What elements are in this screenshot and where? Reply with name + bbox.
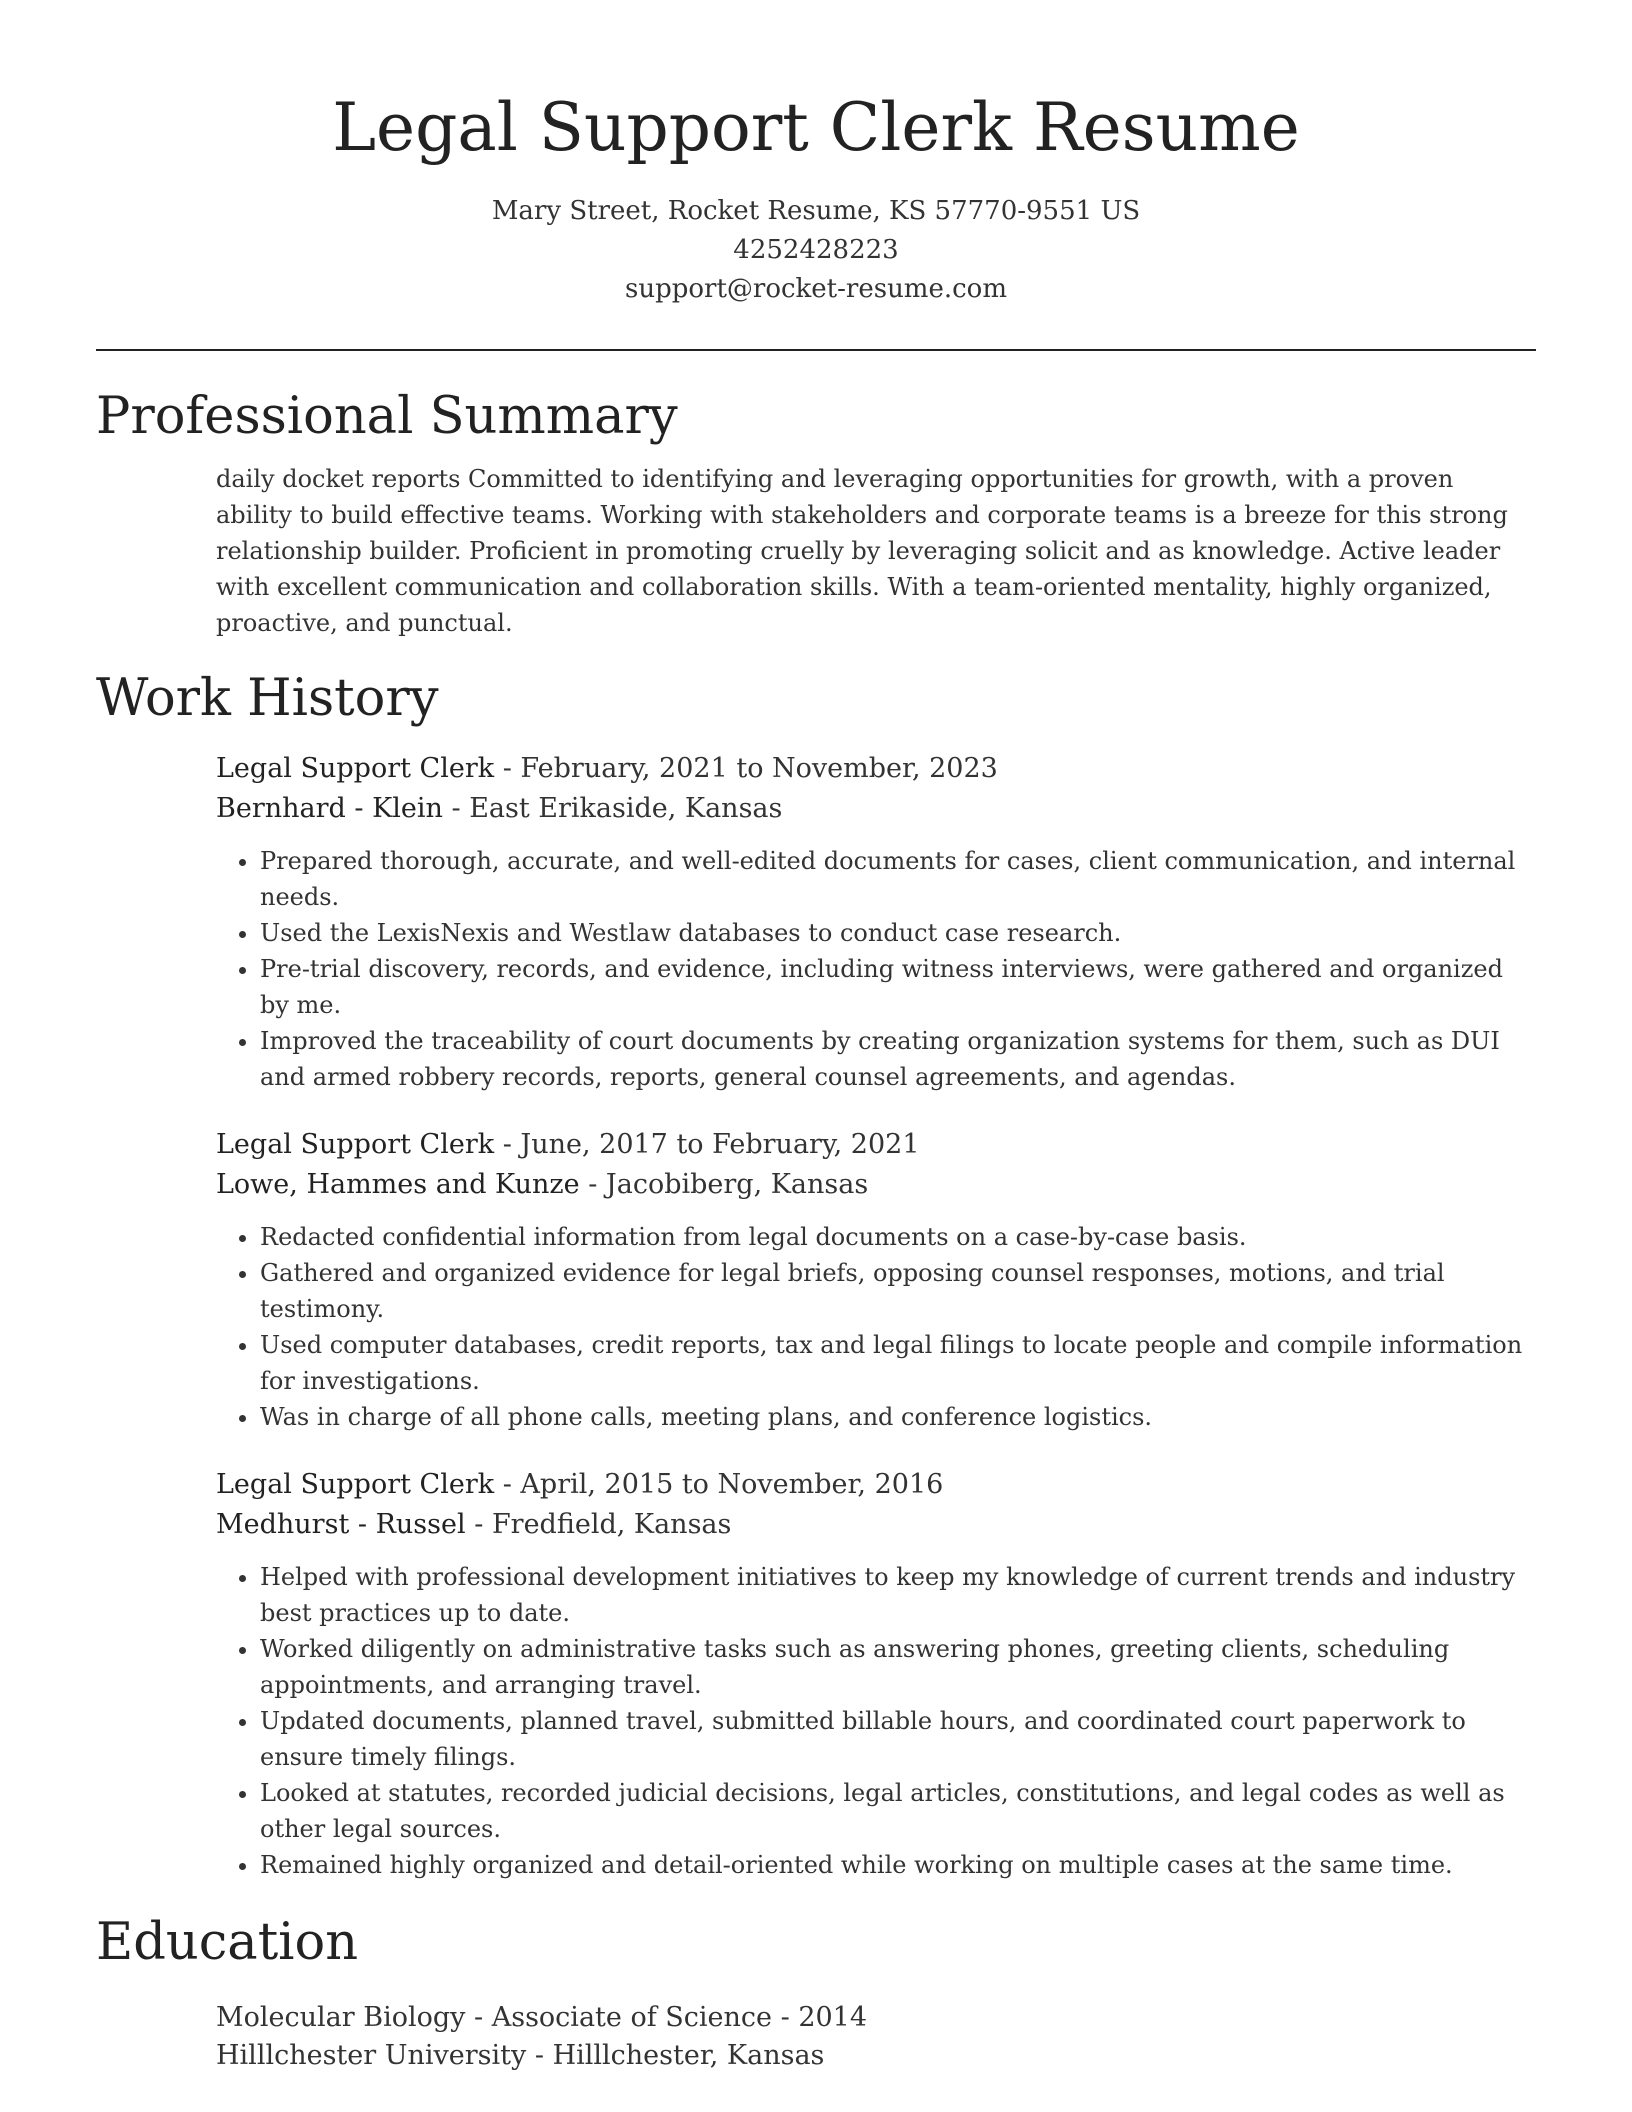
summary-heading: Professional Summary xyxy=(96,387,678,446)
job-bullet: • Improved the traceability of court documents by creating organization systems for them, such as DUI and armed robbery records, reports, general counsel agreements, and agendas. xyxy=(260,1023,1536,1095)
job-bullets xyxy=(216,1219,1536,1435)
job-title: Legal Support Clerk xyxy=(216,753,495,784)
job-dates: June, 2017 to February, 2021 xyxy=(520,1129,920,1160)
job-company-line: Medhurst - Russel - Fredfield, Kansas xyxy=(216,1509,732,1540)
job-location: Jacobiberg, Kansas xyxy=(605,1169,869,1200)
work-history-section xyxy=(96,667,1536,1883)
job-bullet: • Used the LexisNexis and Westlaw databases to conduct case research. xyxy=(260,915,1536,951)
job-company: Medhurst - Russel xyxy=(216,1509,466,1540)
job-location: Fredfield, Kansas xyxy=(491,1509,732,1540)
job-title-line: Legal Support Clerk - June, 2017 to February, 2021 xyxy=(216,1129,920,1160)
job-bullet: • Gathered and organized evidence for legal briefs, opposing counsel responses, motions, and trial testimony. xyxy=(260,1255,1536,1327)
job-bullet: • Remained highly organized and detail-oriented while working on multiple cases at the same time. xyxy=(260,1847,1536,1883)
job-title-line: Legal Support Clerk - April, 2015 to November, 2016 xyxy=(216,1469,944,1500)
contact-email: support@rocket-resume.com xyxy=(624,274,1007,304)
job-dates: February, 2021 to November, 2023 xyxy=(520,753,998,784)
job-title-line: Legal Support Clerk - February, 2021 to November, 2023 xyxy=(216,753,998,784)
education-school: Hilllchester University xyxy=(216,2040,527,2071)
education-degree: Associate of Science xyxy=(491,2002,773,2033)
job-bullets xyxy=(216,843,1536,1095)
summary-section xyxy=(96,385,1536,641)
job-bullet: • Prepared thorough, accurate, and well-edited documents for cases, client communication, and internal needs. xyxy=(260,843,1536,915)
job-entry xyxy=(216,1125,1536,1435)
job-title: Legal Support Clerk xyxy=(216,1469,495,1500)
resume-header xyxy=(96,0,1536,309)
contact-phone: 4252428223 xyxy=(733,235,899,265)
job-location: East Erikaside, Kansas xyxy=(469,793,783,824)
job-entry xyxy=(216,1465,1536,1883)
education-school-line: Hilllchester University - Hilllchester, Kansas xyxy=(216,2040,825,2071)
job-company: Bernhard - Klein xyxy=(216,793,443,824)
education-entry xyxy=(216,1999,1536,2075)
job-bullet: • Looked at statutes, recorded judicial decisions, legal articles, constitutions, and legal codes as well as other legal sources. xyxy=(260,1775,1536,1847)
job-bullet: • Redacted confidential information from legal documents on a case-by-case basis. xyxy=(260,1219,1536,1255)
job-entry xyxy=(216,749,1536,1095)
contact-address: Mary Street, Rocket Resume, KS 57770-9551 US xyxy=(491,196,1141,226)
summary-text: daily docket reports Committed to identifying and leveraging opportunities for growth, with a proven ability to build effective teams. Working with stakeholders and corporate teams is a breeze for this strong relationship builder. Proficient in promoting cruelly by leveraging solicit and as knowledge. Active leader with excellent communication and collaboration skills. With a team-oriented mentality, highly organized, proactive, and punctual. xyxy=(216,465,1508,637)
job-bullet: • Pre-trial discovery, records, and evidence, including witness interviews, were gathered and organized by me. xyxy=(260,951,1536,1023)
job-title: Legal Support Clerk xyxy=(216,1129,495,1160)
job-bullet: • Updated documents, planned travel, submitted billable hours, and coordinated court paperwork to ensure timely filings. xyxy=(260,1703,1536,1775)
job-bullet: • Was in charge of all phone calls, meeting plans, and conference logistics. xyxy=(260,1399,1536,1435)
job-bullet: • Used computer databases, credit reports, tax and legal filings to locate people and compile information for investigations. xyxy=(260,1327,1536,1399)
contact-block xyxy=(96,192,1536,309)
work-history-heading: Work History xyxy=(96,669,439,728)
header-divider xyxy=(96,349,1536,351)
education-heading: Education xyxy=(96,1913,359,1972)
job-company: Lowe, Hammes and Kunze xyxy=(216,1169,580,1200)
education-year: 2014 xyxy=(798,2002,868,2033)
job-bullet: • Worked diligently on administrative tasks such as answering phones, greeting clients, scheduling appointments, and arranging travel. xyxy=(260,1631,1536,1703)
job-company-line: Lowe, Hammes and Kunze - Jacobiberg, Kansas xyxy=(216,1169,869,1200)
education-section xyxy=(96,1911,1536,2075)
resume-title: Legal Support Clerk Resume xyxy=(332,89,1300,166)
education-degree-line: Molecular Biology - Associate of Science - 2014 xyxy=(216,2002,868,2033)
job-company-line: Bernhard - Klein - East Erikaside, Kansas xyxy=(216,793,783,824)
job-dates: April, 2015 to November, 2016 xyxy=(520,1469,944,1500)
job-bullets xyxy=(216,1559,1536,1883)
education-location: Hilllchester, Kansas xyxy=(552,2040,825,2071)
education-field: Molecular Biology xyxy=(216,2002,466,2033)
job-bullet: • Helped with professional development initiatives to keep my knowledge of current trends and industry best practices up to date. xyxy=(260,1559,1536,1631)
